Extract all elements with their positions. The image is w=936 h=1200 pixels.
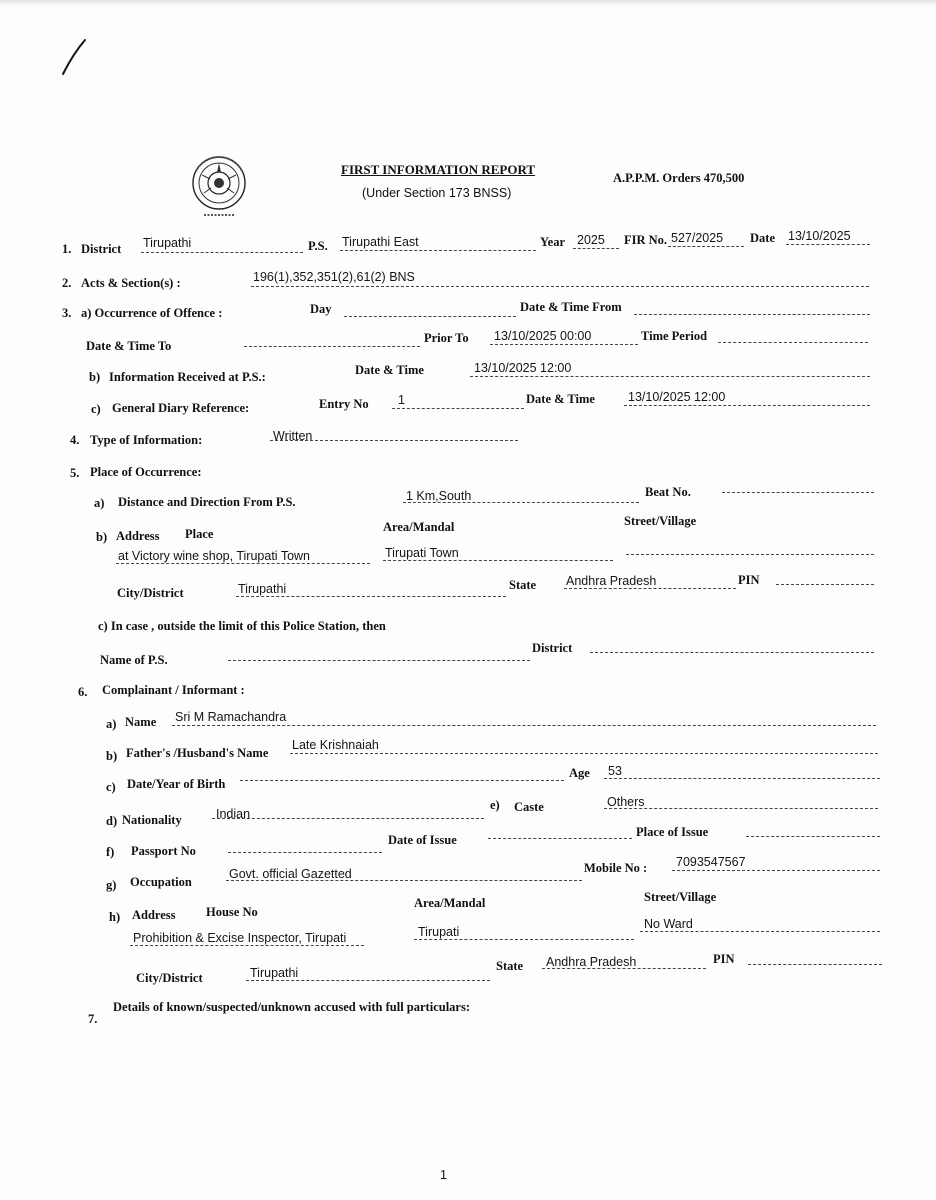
- area-mandal2-line: [414, 939, 634, 940]
- sub-item-c: c): [106, 780, 116, 794]
- day-line: [344, 316, 516, 317]
- beat-no-line: [722, 492, 874, 493]
- mobile-value: 7093547567: [676, 855, 746, 869]
- area-mandal2-value: Tirupati: [418, 925, 460, 939]
- info-date-time-line: [470, 376, 870, 377]
- sub-item-a: a): [106, 717, 117, 731]
- state-label: State: [509, 578, 537, 592]
- distance-direction-value: 1 Km,South: [406, 489, 472, 503]
- item-number: 3.: [62, 306, 72, 320]
- date-label: Date: [750, 231, 775, 245]
- type-info-line: [270, 440, 518, 441]
- nationality-line: [212, 818, 484, 819]
- house-line: [130, 945, 364, 946]
- name-value: Sri M Ramachandra: [175, 710, 287, 724]
- acts-label: Acts & Section(s) :: [81, 276, 181, 290]
- sub-item-b: b): [89, 370, 101, 384]
- district-value: Tirupathi: [143, 236, 192, 250]
- occurrence-label: a) Occurrence of Offence :: [81, 306, 223, 320]
- street-village2-value: No Ward: [644, 917, 693, 931]
- date-issue-label: Date of Issue: [388, 833, 457, 847]
- sub-item-c: c): [91, 402, 101, 416]
- area-mandal-label: Area/Mandal: [383, 520, 455, 534]
- appm-orders: A.P.P.M. Orders 470,500: [613, 171, 745, 185]
- page-number: 1: [440, 1168, 447, 1182]
- father-name-line: [290, 753, 878, 754]
- passport-label: Passport No: [131, 844, 196, 858]
- prior-to-value: 13/10/2025 00:00: [494, 329, 592, 343]
- sub-item-f: f): [106, 845, 115, 859]
- caste-label: Caste: [514, 800, 544, 814]
- place-value: at Victory wine shop, Tirupati Town: [118, 549, 310, 563]
- nationality-label: Nationality: [122, 813, 182, 827]
- state-line: [564, 588, 736, 589]
- prior-to-line: [490, 344, 638, 345]
- gd-date-time-line: [624, 405, 870, 406]
- state-emblem-seal-icon: [180, 153, 258, 223]
- info-received-label: Information Received at P.S.:: [109, 370, 266, 384]
- age-label: Age: [569, 766, 590, 780]
- area-mandal-value: Tirupati Town: [385, 546, 459, 560]
- ps-value: Tirupathi East: [342, 235, 419, 249]
- pin-line: [776, 584, 874, 585]
- place-issue-label: Place of Issue: [636, 825, 709, 839]
- entry-no-label: Entry No: [319, 397, 369, 411]
- acts-value: 196(1),352,351(2),61(2) BNS: [253, 270, 415, 284]
- item-number: 2.: [62, 276, 72, 290]
- outside-limit-label: c) In case , outside the limit of this Police Station, then: [98, 619, 386, 633]
- date-time-to-line: [244, 346, 420, 347]
- state2-label: State: [496, 959, 524, 973]
- info-date-time-value: 13/10/2025 12:00: [474, 361, 572, 375]
- scan-edge-shadow: [0, 0, 936, 6]
- place-issue-line: [746, 836, 880, 837]
- type-info-value: Written: [273, 429, 313, 443]
- ps-line: [340, 250, 536, 251]
- date-issue-line: [488, 838, 632, 839]
- year-line: [573, 248, 619, 249]
- sub-item-d: d): [106, 814, 118, 828]
- dob-line: [240, 780, 564, 781]
- item-number: 1.: [62, 242, 72, 256]
- accused-details-label: Details of known/suspected/unknown accused with full particulars:: [113, 1000, 470, 1014]
- district2-label: District: [532, 641, 573, 655]
- item-number: 6.: [78, 685, 88, 699]
- info-date-time-label: Date & Time: [355, 363, 424, 377]
- occupation-line: [226, 880, 582, 881]
- pin-label: PIN: [738, 573, 760, 587]
- beat-no-label: Beat No.: [645, 485, 691, 499]
- sub-item-g: g): [106, 878, 117, 892]
- place-line: [116, 563, 370, 564]
- date-time-from-label: Date & Time From: [520, 300, 622, 314]
- sub-item-h: h): [109, 910, 121, 924]
- passport-line: [228, 852, 382, 853]
- district2-line: [590, 652, 874, 653]
- pin2-line: [748, 964, 882, 965]
- street-village2-line: [640, 931, 880, 932]
- house-value: Prohibition & Excise Inspector, Tirupati: [133, 931, 347, 945]
- name-ps-label: Name of P.S.: [100, 653, 168, 667]
- name-line: [172, 725, 876, 726]
- city2-value: Tirupathi: [250, 966, 299, 980]
- name-label: Name: [125, 715, 157, 729]
- acts-line: [251, 286, 869, 287]
- street-village-label: Street/Village: [624, 514, 697, 528]
- fir-no-line: [668, 246, 744, 247]
- city-line: [236, 596, 506, 597]
- state-value: Andhra Pradesh: [566, 574, 657, 588]
- item-number: 5.: [70, 466, 80, 480]
- address2-label: Address: [132, 908, 176, 922]
- mobile-line: [672, 870, 880, 871]
- year-label: Year: [540, 235, 565, 249]
- street-village2-label: Street/Village: [644, 890, 717, 904]
- type-info-label: Type of Information:: [90, 433, 203, 447]
- caste-value: Others: [607, 795, 645, 809]
- city2-line: [246, 980, 490, 981]
- name-ps-line: [228, 660, 530, 661]
- document-subtitle: (Under Section 173 BNSS): [362, 186, 512, 200]
- house-no-label: House No: [206, 905, 258, 919]
- city-value: Tirupathi: [238, 582, 287, 596]
- time-period-line: [718, 342, 868, 343]
- pin2-label: PIN: [713, 952, 735, 966]
- complainant-label: Complainant / Informant :: [102, 683, 245, 697]
- year-value: 2025: [577, 233, 605, 247]
- area-mandal2-label: Area/Mandal: [414, 896, 486, 910]
- day-label: Day: [310, 302, 332, 316]
- distance-direction-label: Distance and Direction From P.S.: [118, 495, 296, 509]
- gd-date-time-value: 13/10/2025 12:00: [628, 390, 726, 404]
- sub-item-b: b): [96, 530, 108, 544]
- district-line: [141, 252, 303, 253]
- gd-reference-label: General Diary Reference:: [112, 401, 250, 415]
- dob-label: Date/Year of Birth: [127, 777, 226, 791]
- street-village-line: [626, 554, 874, 555]
- state2-line: [542, 968, 706, 969]
- date-time-to-label: Date & Time To: [86, 339, 172, 353]
- distance-direction-line: [403, 502, 639, 503]
- item-number: 4.: [70, 433, 80, 447]
- sub-item-b: b): [106, 749, 118, 763]
- state2-value: Andhra Pradesh: [546, 955, 637, 969]
- document-title: FIRST INFORMATION REPORT: [341, 162, 536, 177]
- ps-label: P.S.: [308, 239, 328, 253]
- date-line: [786, 244, 870, 245]
- occupation-label: Occupation: [130, 875, 192, 889]
- item-number: 7.: [88, 1012, 98, 1026]
- sub-item-e: e): [490, 798, 500, 812]
- father-name-value: Late Krishnaiah: [292, 738, 379, 752]
- age-line: [604, 778, 880, 779]
- father-name-label: Father's /Husband's Name: [126, 746, 269, 760]
- city-district2-label: City/District: [136, 971, 203, 985]
- date-value: 13/10/2025: [788, 229, 851, 243]
- age-value: 53: [608, 764, 622, 778]
- pen-mark-icon: [55, 38, 95, 78]
- time-period-label: Time Period: [641, 329, 708, 343]
- nationality-value: Indian: [216, 807, 251, 821]
- entry-no-line: [392, 408, 524, 409]
- city-district-label: City/District: [117, 586, 184, 600]
- fir-no-value: 527/2025: [671, 231, 724, 245]
- place-occurrence-label: Place of Occurrence:: [90, 465, 202, 479]
- gd-date-time-label: Date & Time: [526, 392, 595, 406]
- occupation-value: Govt. official Gazetted: [229, 867, 352, 881]
- area-mandal-line: [383, 560, 613, 561]
- mobile-label: Mobile No :: [584, 861, 648, 875]
- prior-to-label: Prior To: [424, 331, 469, 345]
- date-time-from-line: [634, 314, 870, 315]
- caste-line: [604, 808, 878, 809]
- fir-no-label: FIR No.: [624, 233, 668, 247]
- entry-no-value: 1: [398, 393, 405, 407]
- sub-item-a: a): [94, 496, 105, 510]
- address-label: Address: [116, 529, 160, 543]
- district-label: District: [81, 242, 122, 256]
- place-label: Place: [185, 527, 214, 541]
